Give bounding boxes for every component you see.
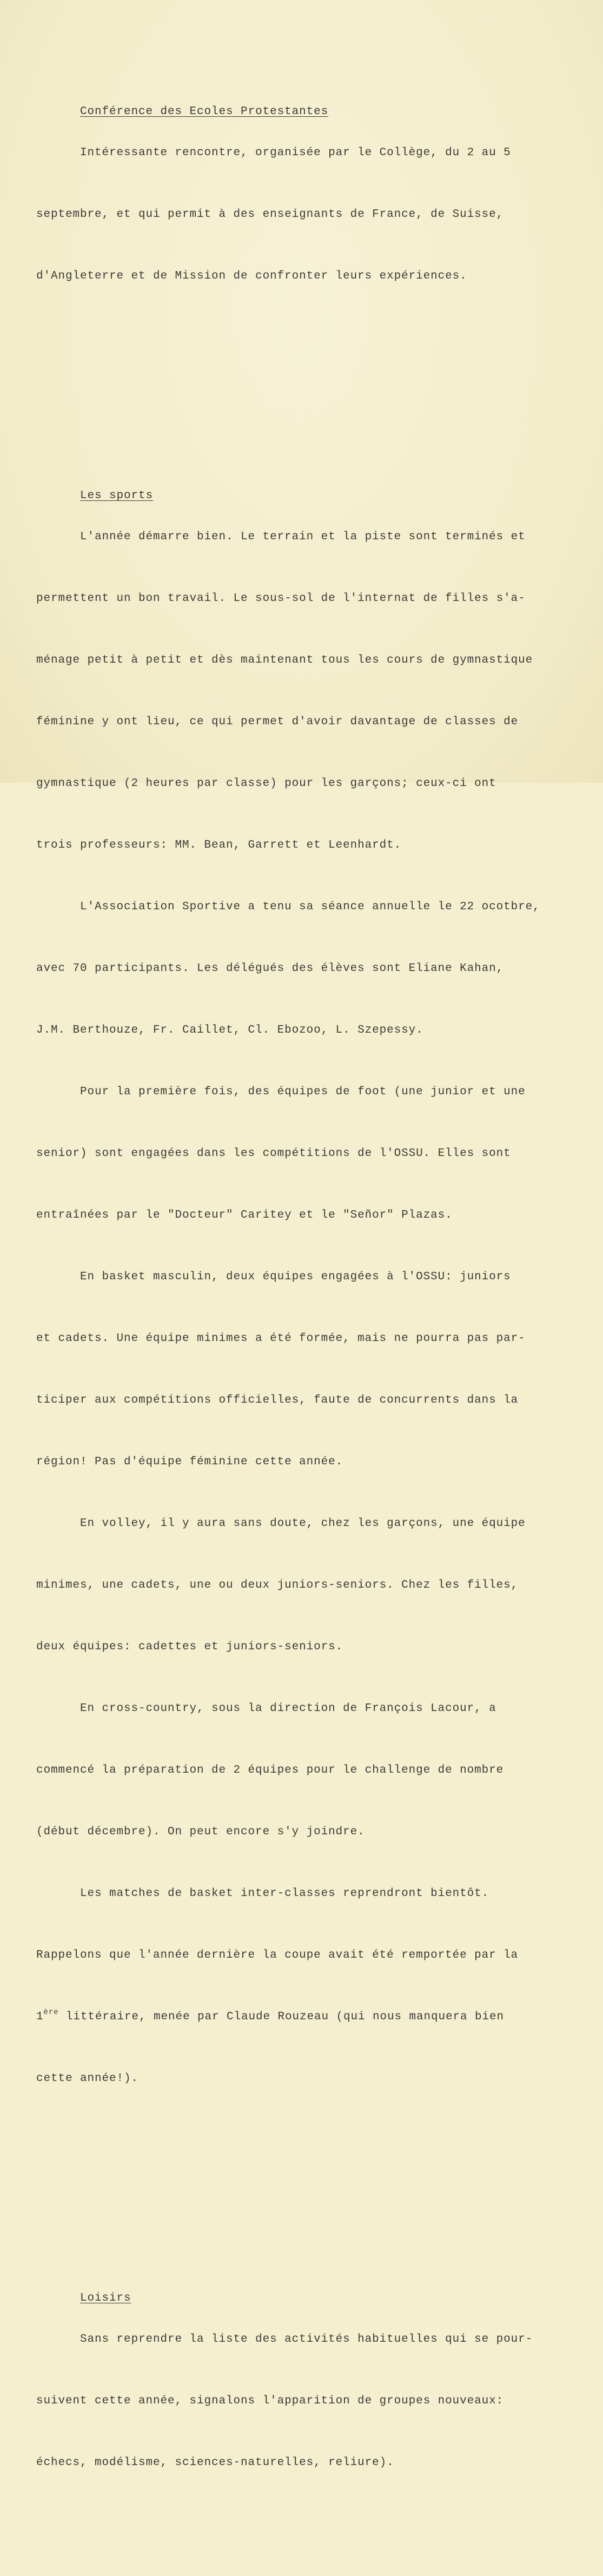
section-heading: Conférence des Ecoles Protestantes (80, 105, 329, 118)
section-heading: Les sports (80, 490, 154, 502)
section-conference (36, 81, 593, 328)
text-line: (début décembre). On peut encore s'y joindre. (36, 1826, 365, 1838)
text-line: féminine y ont lieu, ce qui permet d'avoir davantage de classes de (36, 716, 519, 728)
text-line: septembre, et qui permit à des enseignants de France, de Suisse, (36, 208, 504, 221)
text-line: échecs, modélisme, sciences-naturelles, reliure). (36, 2456, 394, 2469)
ordinal-number: 1 (36, 2011, 44, 2023)
text-line: Intéressante rencontre, organisée par le Collège, du 2 au 5 (36, 147, 511, 159)
text-line: ticiper aux compétitions officielles, faute de concurrents dans la (36, 1394, 519, 1406)
text-line: senior) sont engagées dans les compétitions de l'OSSU. Elles sont (36, 1147, 511, 1160)
text-line: En volley, il y aura sans doute, chez les garçons, une équipe (36, 1517, 526, 1530)
text-line: Les matches de basket inter-classes reprendront bientôt. (36, 1887, 489, 1900)
text-line: Pour la première fois, des équipes de foot (une junior et une (36, 1086, 526, 1098)
section-gap (36, 2192, 593, 2206)
text-line: L'année démarre bien. Le terrain et la piste sont terminés et (36, 531, 526, 543)
text-line: entraînées par le "Docteur" Caritey et le "Señor" Plazas. (36, 1209, 453, 1221)
text-line: J.M. Berthouze, Fr. Caillet, Cl. Ebozoo, L. Szepessy. (36, 1024, 423, 1036)
text-line: gymnastique (2 heures par classe) pour les garçons; ceux-ci ont (36, 777, 496, 790)
text-line: deux équipes: cadettes et juniors-seniors. (36, 1641, 343, 1653)
ordinal-superscript: ère (43, 2008, 59, 2017)
section-loisirs (36, 2268, 593, 2514)
text-line: permettent un bon travail. Le sous-sol de l'internat de filles s'a- (36, 592, 526, 605)
section-sports (36, 465, 593, 2130)
ordinal-line (36, 2007, 593, 2027)
text-line: minimes, une cadets, une ou deux juniors-seniors. Chez les filles, (36, 1579, 519, 1591)
text-line: L'Association Sportive a tenu sa séance annuelle le 22 ocotbre, (36, 901, 540, 913)
text-line: région! Pas d'équipe féminine cette année. (36, 1456, 343, 1468)
text-line: commencé la préparation de 2 équipes pour le challenge de nombre (36, 1764, 504, 1776)
text-line: Sans reprendre la liste des activités habituelles qui se pour- (36, 2333, 533, 2346)
text-line: suivent cette année, signalons l'apparition de groupes nouveaux: (36, 2395, 504, 2407)
text-line: et cadets. Une équipe minimes a été formée, mais ne pourra pas par- (36, 1332, 526, 1345)
document-body (36, 19, 593, 2576)
section-heading: Loisirs (80, 2292, 131, 2304)
text-line: trois professeurs: MM. Bean, Garrett et Leenhardt. (36, 839, 402, 851)
ordinal-line-rest: littéraire, menée par Claude Rouzeau (qui nous manquera bien (58, 2011, 505, 2023)
text-line: d'Angleterre et de Mission de confronter leurs expériences. (36, 270, 467, 282)
text-line: Rappelons que l'année dernière la coupe avait été remportée par la (36, 1949, 519, 1961)
text-line: avec 70 participants. Les délégués des élèves sont Eliane Kahan, (36, 962, 504, 975)
text-line: cette année!). (36, 2072, 139, 2085)
text-line: En basket masculin, deux équipes engagées à l'OSSU: juniors (36, 1271, 511, 1283)
text-line: En cross-country, sous la direction de François Lacour, a (36, 1702, 496, 1715)
section-gap (36, 389, 593, 404)
text-line: ménage petit à petit et dès maintenant tous les cours de gymnastique (36, 654, 533, 666)
